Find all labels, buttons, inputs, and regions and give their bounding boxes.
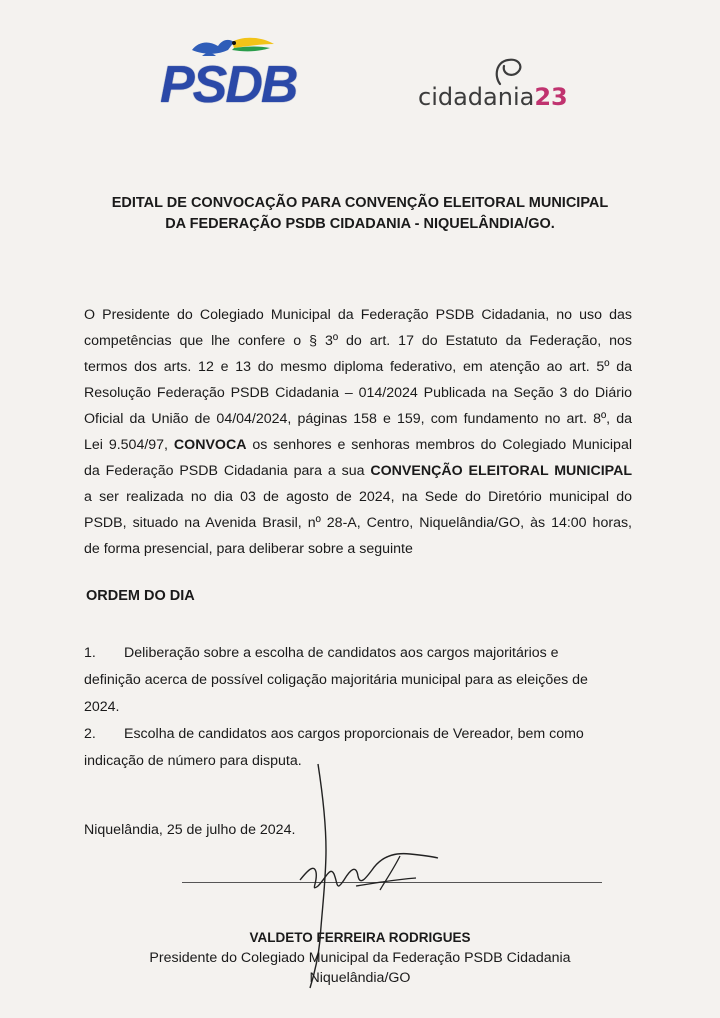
signer-place: Niquelândia/GO [309, 970, 411, 986]
body-line: a ser realizada no dia 03 de agosto de 2024, na Sede do Diretório municipal do [84, 489, 632, 505]
cidadania-text: cidadania [418, 83, 535, 111]
item-text: 2024. [84, 699, 120, 715]
list-item [84, 640, 624, 667]
item-text: Deliberação sobre a escolha de candidatos aos cargos majoritários e [124, 645, 559, 661]
body-line: PSDB, situado na Avenida Brasil, nº 28-A, Centro, Niquelândia/GO, às 14:00 horas, [84, 515, 632, 531]
psdb-wordmark: PSDB [160, 56, 297, 114]
title-line-2: DA FEDERAÇÃO PSDB CIDADANIA - NIQUELÂNDIA/GO. [165, 216, 555, 232]
agenda-list [84, 640, 624, 775]
document-title [70, 193, 650, 235]
body-line: Oficial da União de 04/04/2024, páginas 158 e 159, com fundamento no art. 8º, da [84, 411, 632, 427]
psdb-logo [160, 34, 297, 114]
agenda-heading: ORDEM DO DIA [86, 588, 195, 604]
item-text: indicação de número para disputa. [84, 753, 302, 769]
body-line [84, 432, 632, 458]
signer-block [120, 928, 600, 988]
item-text: Escolha de candidatos aos cargos proporcionais de Vereador, bem como [124, 726, 584, 742]
law-reference: Lei 9.504/97, [84, 437, 169, 453]
body-text: da Federação PSDB Cidadania para a sua [84, 463, 365, 479]
item-number: 2. [84, 726, 96, 742]
body-paragraph [84, 302, 632, 562]
signer-name: VALDETO FERREIRA RODRIGUES [249, 930, 471, 945]
body-line: termos dos arts. 12 e 13 do mesmo diploma federativo, em atenção ao art. 5º da [84, 359, 632, 375]
document-date: Niquelândia, 25 de julho de 2024. [84, 822, 296, 838]
list-item [84, 721, 624, 748]
convention-keyword: CONVENÇÃO ELEITORAL MUNICIPAL [370, 463, 632, 479]
item-text: definição acerca de possível coligação majoritária municipal para as eleições de [84, 672, 588, 688]
cidadania-number: 23 [534, 83, 568, 111]
cidadania-wordmark [418, 80, 568, 114]
convoca-keyword: CONVOCA [173, 437, 247, 453]
body-line: competências que lhe confere o § 3º do art. 17 do Estatuto da Federação, nos [84, 333, 632, 349]
body-line: Resolução Federação PSDB Cidadania – 014/2024 Publicada na Seção 3 do Diário [84, 385, 632, 401]
item-number: 1. [84, 645, 96, 661]
body-text: os senhores e senhoras membros do Colegiado Municipal [252, 437, 632, 453]
body-line: de forma presencial, para deliberar sobre a seguinte [84, 541, 413, 557]
signer-role: Presidente do Colegiado Municipal da Federação PSDB Cidadania [149, 950, 571, 966]
body-line: O Presidente do Colegiado Municipal da Federação PSDB Cidadania, no uso das [84, 307, 632, 323]
title-line-1: EDITAL DE CONVOCAÇÃO PARA CONVENÇÃO ELEITORAL MUNICIPAL [111, 195, 609, 211]
body-line [84, 458, 632, 484]
cidadania-logo [418, 54, 618, 118]
